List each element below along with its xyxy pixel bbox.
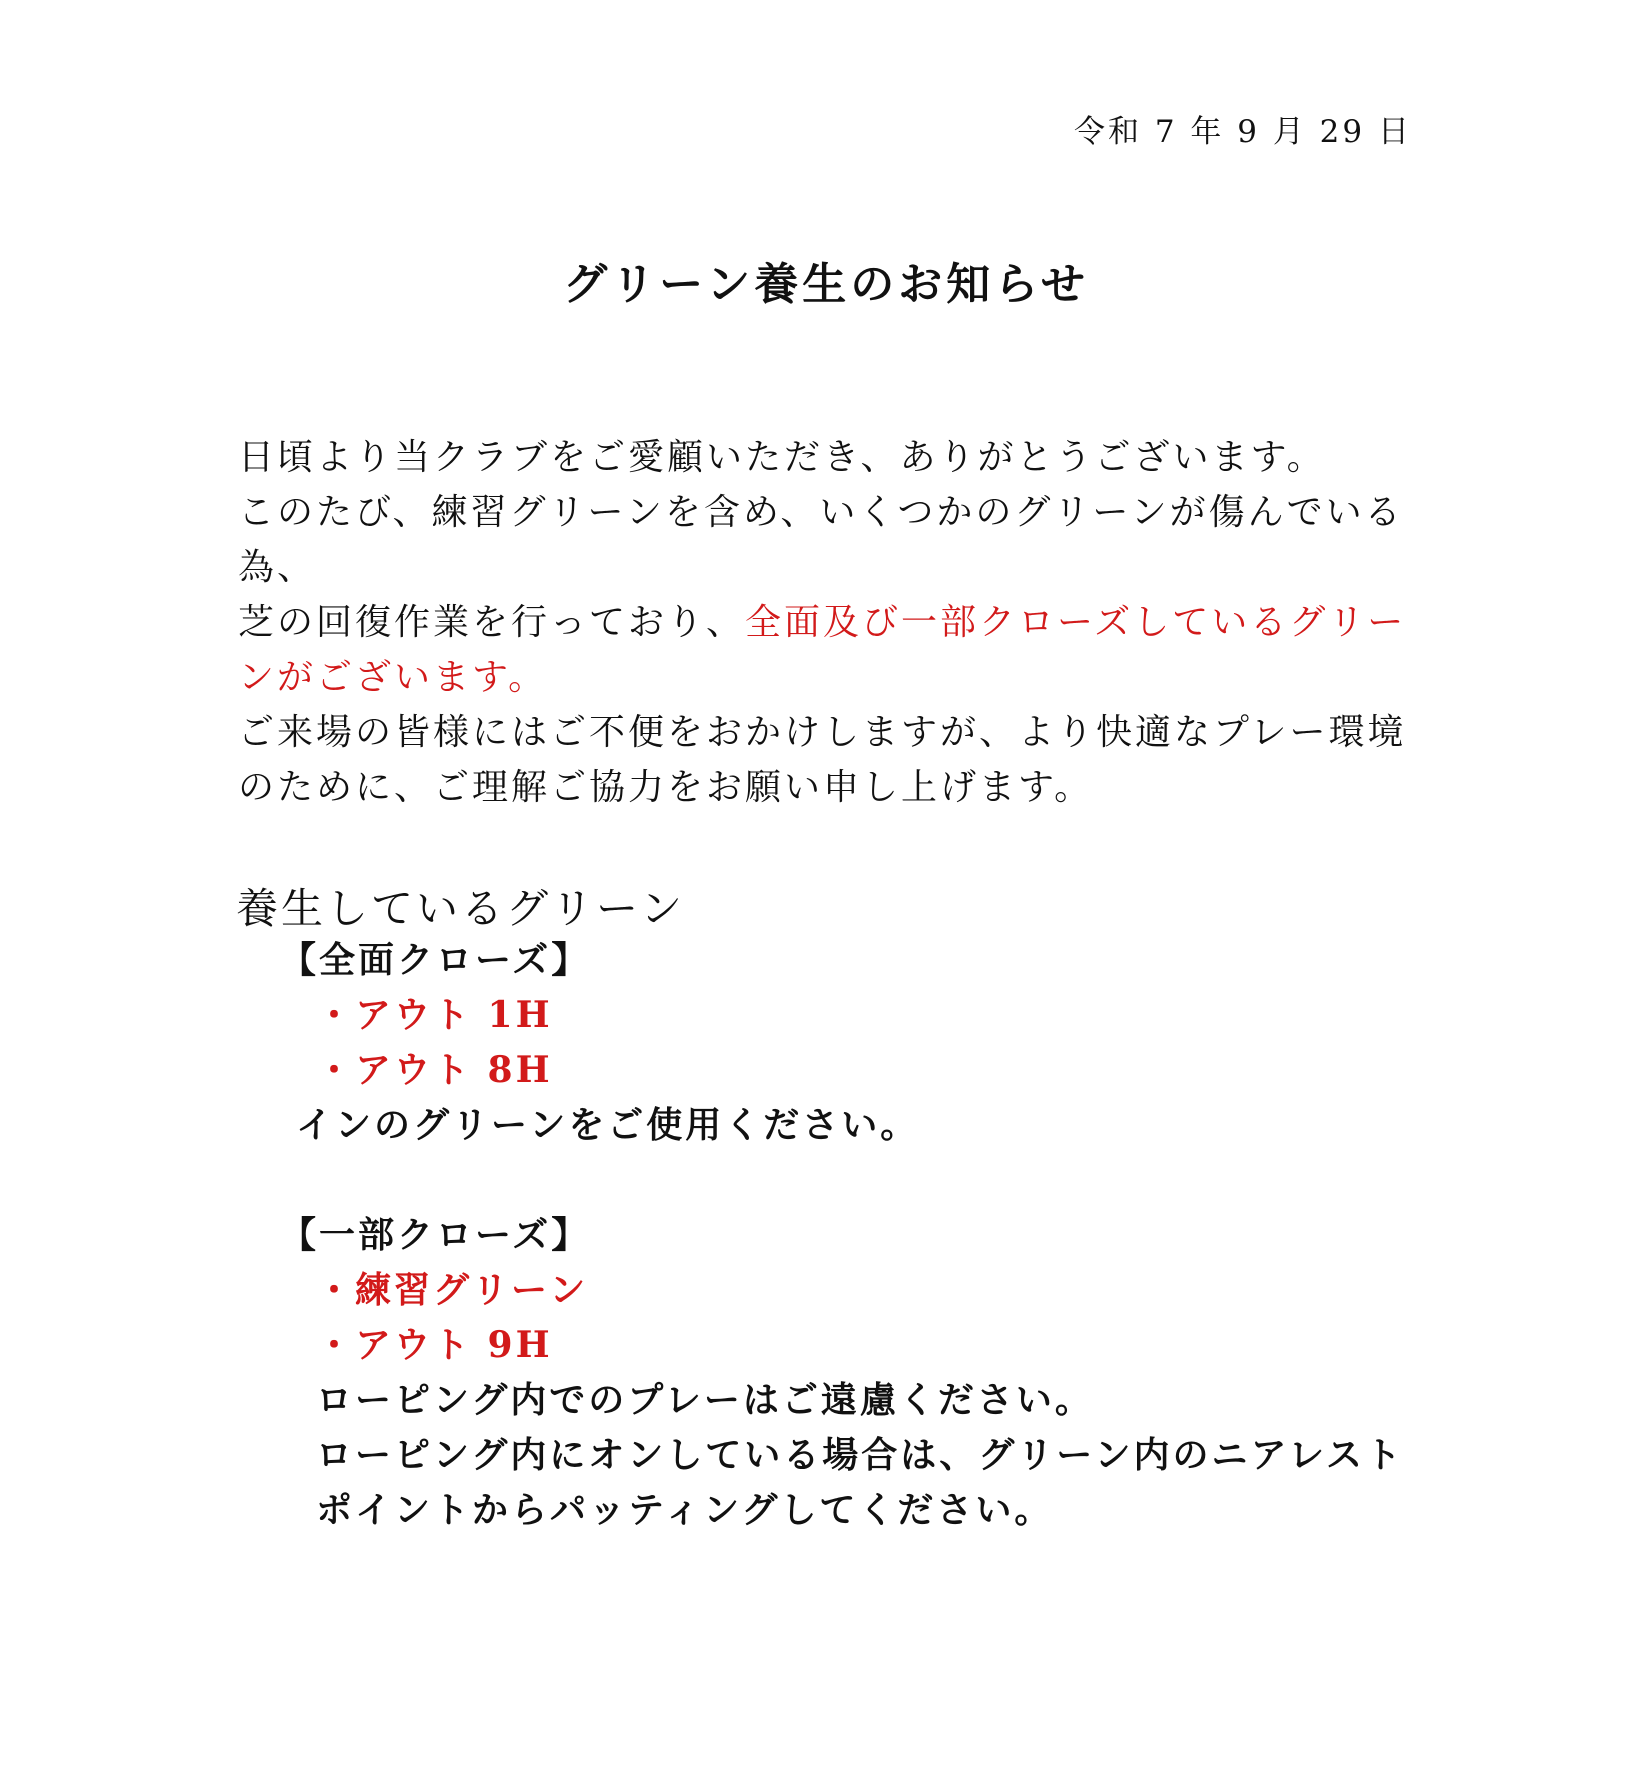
full-close-item-2: ・アウト 8H [316, 1049, 553, 1091]
intro-line-3-plain: 芝の回復作業を行っており、 [238, 602, 746, 643]
partial-close-item-2: ・アウト 9H [316, 1324, 553, 1366]
full-close-note: インのグリーンをご使用ください。 [296, 1104, 920, 1146]
full-close-item-1: ・アウト 1H [316, 994, 553, 1036]
partial-close-note-1: ローピング内でのプレーはご遠慮ください。 [316, 1379, 1094, 1421]
partial-close-label: 【一部クローズ】 [280, 1214, 591, 1256]
intro-line-6: のために、ご理解ご協力をお願い申し上げます。 [238, 767, 1094, 808]
intro-paragraph [238, 430, 1428, 815]
intro-line-4-highlight: ンがございます。 [238, 657, 548, 698]
partial-close-note-2: ローピング内にオンしている場合は、グリーン内のニアレスト [316, 1434, 1405, 1476]
notice-date: 令和 7 年 9 月 29 日 [1073, 114, 1412, 150]
section-heading: 養生しているグリーン [236, 884, 686, 933]
partial-close-item-1: ・練習グリーン [316, 1269, 589, 1311]
intro-line-1: 日頃より当クラブをご愛顧いただき、ありがとうございます。 [238, 437, 1326, 478]
intro-line-3 [238, 595, 1428, 650]
intro-line-2: このたび、練習グリーンを含め、いくつかのグリーンが傷んでいる為、 [238, 492, 1404, 588]
notice-title: グリーン養生のお知らせ [563, 259, 1089, 310]
intro-line-3-highlight: 全面及び一部クローズしているグリー [745, 602, 1407, 643]
full-close-label: 【全面クローズ】 [280, 939, 591, 981]
partial-close-note-3: ポイントからパッティングしてください。 [316, 1489, 1054, 1531]
intro-line-5: ご来場の皆様にはご不便をおかけしますが、より快適なプレー環境 [238, 712, 1407, 753]
